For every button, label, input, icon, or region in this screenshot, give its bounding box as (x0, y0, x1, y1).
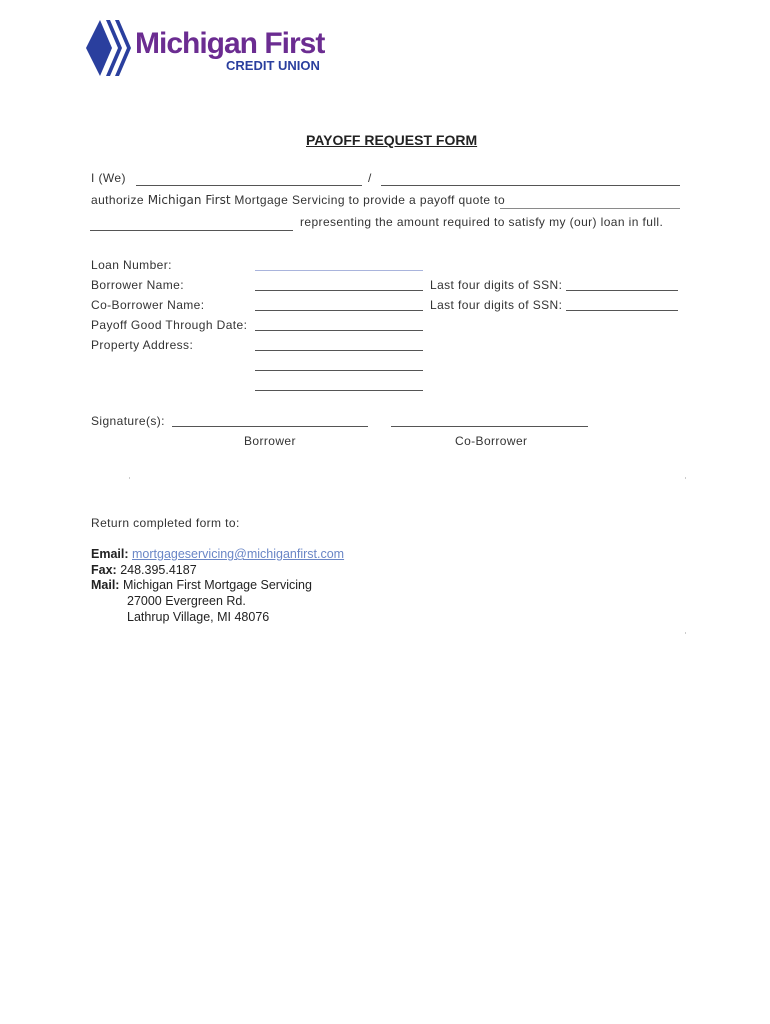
mail-label: Mail: (91, 578, 120, 592)
property-address-label: Property Address: (91, 338, 194, 352)
co-borrower-name-field[interactable] (255, 310, 423, 311)
authorize-org: Michigan First (147, 193, 231, 207)
we-slash: / (368, 171, 372, 185)
co-borrower-name-label: Co-Borrower Name: (91, 298, 205, 312)
ssn-borrower-label: Last four digits of SSN: (430, 278, 563, 292)
fax-label: Fax: (91, 563, 117, 577)
scan-mark (129, 477, 130, 479)
loan-number-field[interactable] (255, 270, 423, 271)
mail-line1: Michigan First Mortgage Servicing (122, 578, 312, 592)
authorize-rest: Mortgage Servicing to provide a payoff quote to (234, 193, 506, 207)
payoff-recipient-cont-field[interactable] (90, 230, 293, 231)
borrower-name-label: Borrower Name: (91, 278, 184, 292)
logo-chevron-icon (86, 20, 136, 76)
we-name-1-field[interactable] (136, 185, 362, 186)
fax-value: 248.395.4187 (120, 563, 197, 577)
logo-subtitle: CREDIT UNION (226, 58, 320, 73)
signature-label: Signature(s): (91, 414, 165, 428)
ssn-co-borrower-field[interactable] (566, 310, 678, 311)
property-address-line2-field[interactable] (255, 370, 423, 371)
scan-mark (685, 477, 686, 479)
property-address-line3-field[interactable] (255, 390, 423, 391)
return-heading: Return completed form to: (91, 516, 240, 530)
authorize-prefix: authorize (91, 193, 144, 207)
co-borrower-signature-caption: Co-Borrower (455, 434, 528, 448)
we-label: I (We) (91, 171, 126, 185)
good-through-label: Payoff Good Through Date: (91, 318, 248, 332)
email-label: Email: (91, 547, 129, 561)
email-link[interactable]: mortgageservicing@michiganfirst.com (132, 547, 345, 561)
logo-name: Michigan First (135, 27, 325, 60)
ssn-co-borrower-label: Last four digits of SSN: (430, 298, 563, 312)
scan-mark (685, 632, 686, 634)
property-address-line1-field[interactable] (255, 350, 423, 351)
mail-row (91, 578, 312, 592)
borrower-name-field[interactable] (255, 290, 423, 291)
borrower-signature-caption: Borrower (244, 434, 296, 448)
representing-text: representing the amount required to satisfy my (our) loan in full. (300, 215, 664, 229)
ssn-borrower-field[interactable] (566, 290, 678, 291)
borrower-signature-field[interactable] (172, 426, 368, 427)
good-through-field[interactable] (255, 330, 423, 331)
page-title: PAYOFF REQUEST FORM (306, 132, 478, 148)
mail-line3: Lathrup Village, MI 48076 (127, 610, 270, 624)
we-name-2-field[interactable] (381, 185, 680, 186)
email-row (91, 547, 344, 561)
fax-row (91, 563, 197, 577)
loan-number-label: Loan Number: (91, 258, 172, 272)
mail-line2: 27000 Evergreen Rd. (127, 594, 246, 608)
co-borrower-signature-field[interactable] (391, 426, 588, 427)
payoff-recipient-field[interactable] (500, 208, 680, 209)
authorize-text (91, 193, 505, 207)
